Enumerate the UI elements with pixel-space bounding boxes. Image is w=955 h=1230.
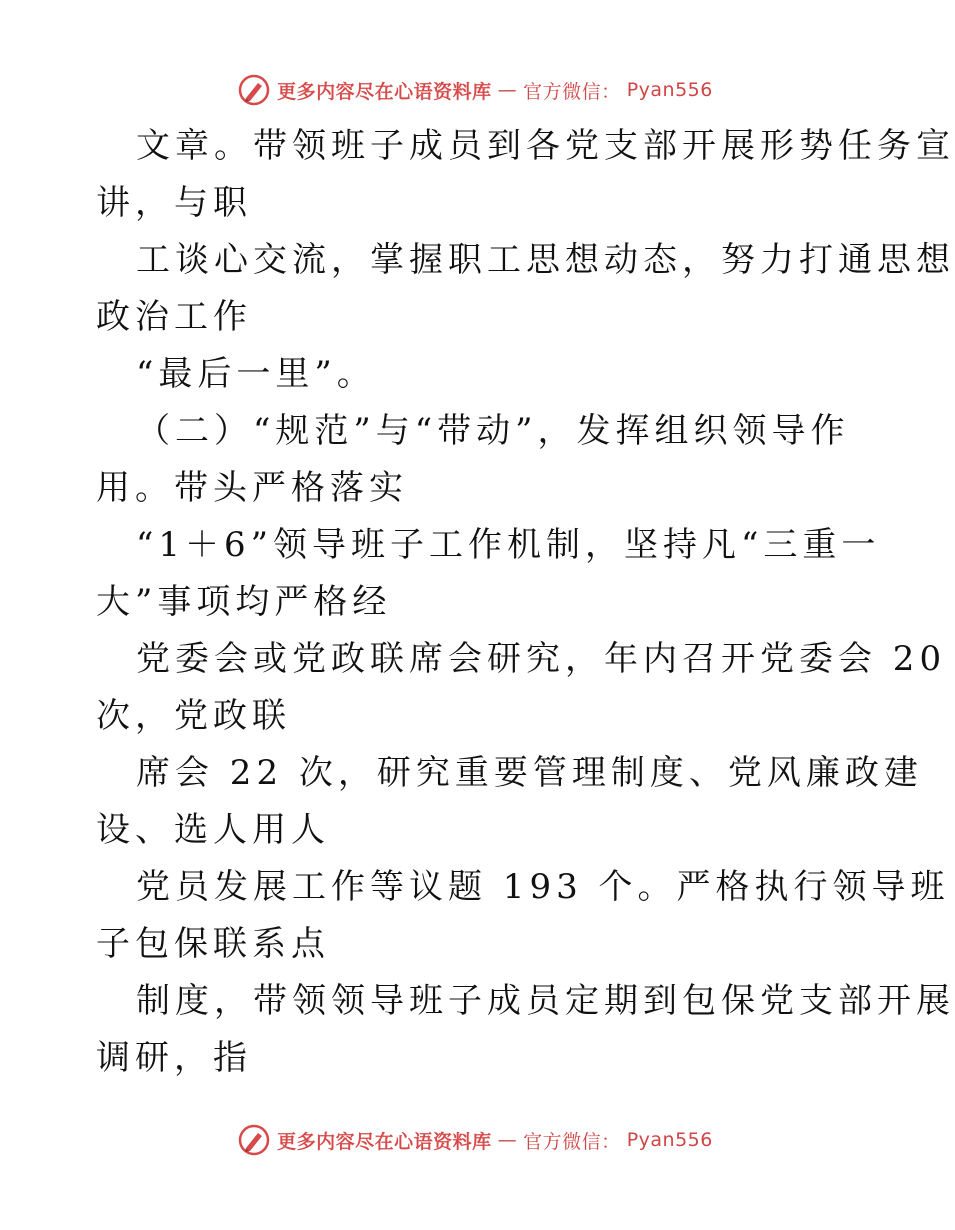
header-watermark [0, 70, 950, 110]
text-line: 子包保联系点 [96, 924, 330, 964]
text-line: 席会 22 次，研究重要管理制度、党风廉政建 [136, 753, 923, 793]
footer-watermark [0, 1120, 950, 1160]
text-line: 调研，指 [96, 1038, 252, 1078]
watermark-wechat-id: Pyan556 [626, 1129, 713, 1151]
text-line: 讲，与职 [96, 183, 252, 223]
watermark-wechat-id: Pyan556 [626, 79, 713, 101]
text-line: “最后一里”。 [136, 354, 376, 394]
text-line: 文章。带领班子成员到各党支部开展形势任务宣 [136, 126, 955, 166]
watermark-separator: — [497, 79, 518, 101]
watermark-wechat-label: 官方微信： [523, 1130, 621, 1153]
text-line: 党员发展工作等议题 193 个。严格执行领导班 [136, 867, 950, 907]
text-line: 工谈心交流，掌握职工思想动态，努力打通思想 [136, 240, 955, 280]
watermark-separator: — [497, 1129, 518, 1151]
text-line: 次，党政联 [96, 696, 291, 736]
text-line: 政治工作 [96, 297, 252, 337]
text-line: “1＋6”领导班子工作机制，坚持凡“三重一 [136, 525, 881, 565]
text-line: 用。带头严格落实 [96, 468, 408, 508]
watermark-wechat-label: 官方微信： [523, 80, 621, 103]
watermark-main-text: 更多内容尽在心语资料库 [277, 1130, 492, 1153]
text-line: 设、选人用人 [96, 810, 330, 850]
text-line: 党委会或党政联席会研究，年内召开党委会 20 [136, 639, 947, 679]
text-line: 大”事项均严格经 [96, 582, 392, 622]
text-line: （二）“规范”与“带动”，发挥组织领导作 [136, 411, 850, 451]
pen-logo-icon [237, 1123, 271, 1157]
pen-logo-icon [237, 73, 271, 107]
text-line: 制度，带领领导班子成员定期到包保党支部开展 [136, 981, 955, 1021]
watermark-main-text: 更多内容尽在心语资料库 [277, 80, 492, 103]
document-body [96, 118, 955, 1087]
